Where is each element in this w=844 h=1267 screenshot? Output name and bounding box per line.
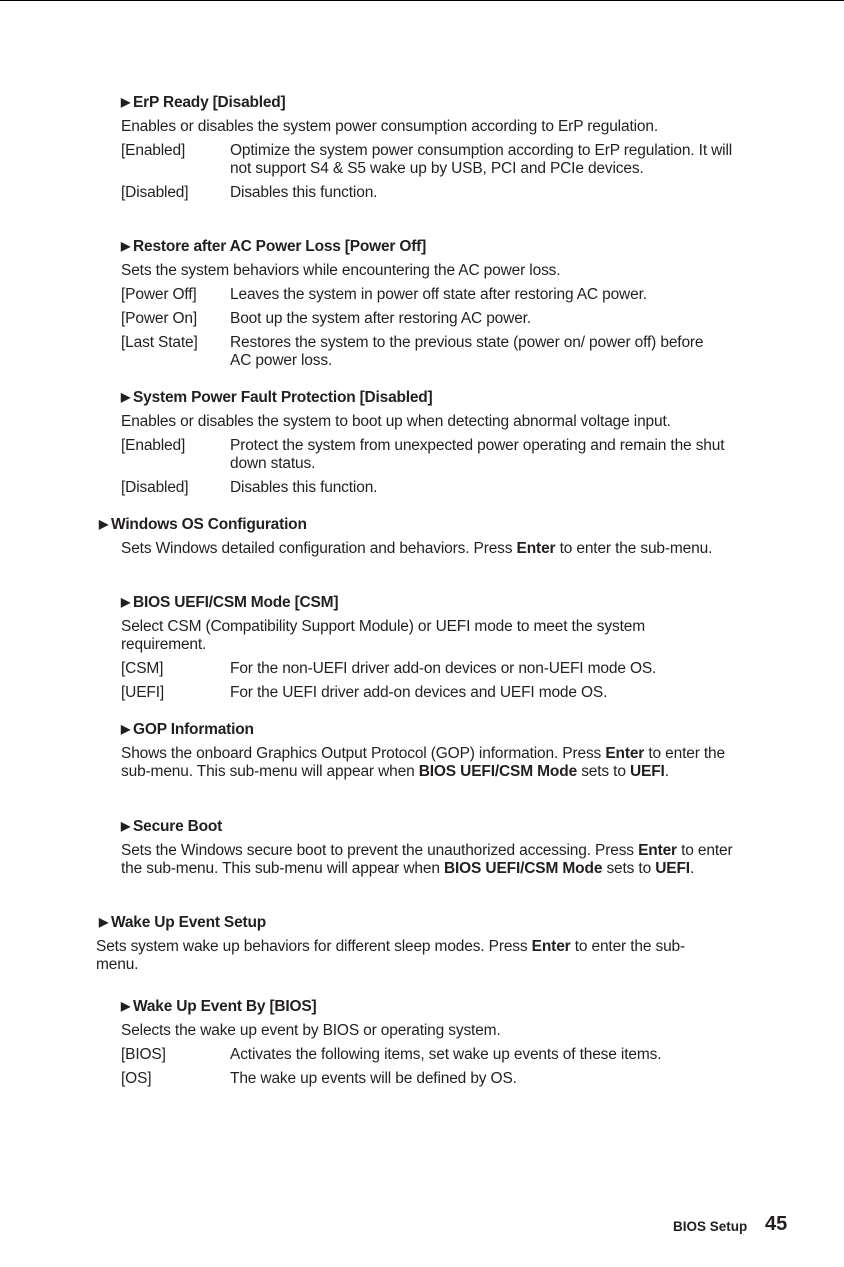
section-heading — [121, 238, 751, 256]
option-key: [Enabled] — [121, 437, 186, 454]
option-row — [121, 310, 751, 328]
text: Sets system wake up behaviors for different sleep modes. Press — [96, 938, 532, 955]
arrow-right-icon: ▶ — [121, 239, 131, 253]
arrow-right-icon: ▶ — [121, 999, 131, 1013]
option-key: [Disabled] — [121, 479, 189, 496]
option-row — [121, 437, 751, 473]
heading-text: Wake Up Event By [BIOS] — [133, 998, 317, 1015]
section-wake-up-event-setup — [96, 914, 751, 974]
option-row — [121, 660, 751, 678]
section-description: Sets the system behaviors while encountering the AC power loss. — [121, 262, 561, 279]
section-heading — [121, 94, 751, 112]
heading-text: Wake Up Event Setup — [111, 914, 266, 931]
section-secure-boot — [121, 818, 751, 878]
option-text: For the UEFI driver add-on devices and UEFI mode OS. — [230, 684, 608, 701]
option-text: Optimize the system power consumption according to ErP regulation. It will not support S4 & S5 wake up by USB, PCI and PCIe devices. — [230, 142, 733, 177]
text: sets to — [602, 860, 656, 877]
option-row — [121, 479, 751, 497]
section-windows-os-configuration — [99, 516, 751, 558]
section-restore-ac-power-loss — [121, 238, 751, 370]
option-text: Disables this function. — [230, 479, 378, 496]
option-key: [CSM] — [121, 660, 164, 677]
text: to enter the sub-menu. — [96, 938, 686, 973]
option-key: [Power On] — [121, 310, 198, 327]
key-enter: Enter — [531, 938, 571, 955]
heading-text: Secure Boot — [133, 818, 223, 835]
heading-text: BIOS UEFI/CSM Mode [CSM] — [133, 594, 339, 611]
section-description: Enables or disables the system to boot up when detecting abnormal voltage input. — [121, 413, 671, 430]
bold-term: UEFI — [655, 860, 690, 877]
section-heading — [121, 721, 751, 739]
heading-text: Windows OS Configuration — [111, 516, 307, 533]
heading-text: GOP Information — [133, 721, 254, 738]
option-key: [UEFI] — [121, 684, 165, 701]
section-erp-ready — [121, 94, 751, 202]
text: Shows the onboard Graphics Output Protocol (GOP) information. Press — [121, 745, 606, 762]
section-description — [121, 540, 741, 558]
section-heading — [99, 914, 751, 932]
option-text: Protect the system from unexpected power operating and remain the shut down status. — [230, 437, 725, 472]
section-description: Enables or disables the system power consumption according to ErP regulation. — [121, 118, 658, 135]
arrow-right-icon: ▶ — [121, 390, 131, 404]
option-row — [121, 334, 751, 370]
top-border-line — [0, 0, 844, 1]
option-key: [BIOS] — [121, 1046, 166, 1063]
option-text: The wake up events will be defined by OS. — [230, 1070, 517, 1087]
option-text: Activates the following items, set wake up events of these items. — [230, 1046, 662, 1063]
heading-text: ErP Ready [Disabled] — [133, 94, 286, 111]
option-row — [121, 142, 751, 178]
option-text: Disables this function. — [230, 184, 378, 201]
arrow-right-icon: ▶ — [99, 517, 109, 531]
option-key: [Power Off] — [121, 286, 197, 303]
text: . — [689, 860, 695, 877]
section-description: Selects the wake up event by BIOS or operating system. — [121, 1022, 501, 1039]
option-row — [121, 286, 751, 304]
option-text: For the non-UEFI driver add-on devices or non-UEFI mode OS. — [230, 660, 657, 677]
section-heading — [121, 389, 751, 407]
option-key: [Last State] — [121, 334, 198, 351]
text: sets to — [577, 763, 630, 780]
bold-term: UEFI — [629, 763, 665, 780]
section-power-fault-protection — [121, 389, 751, 497]
section-gop-information — [121, 721, 751, 781]
section-heading — [121, 818, 751, 836]
option-text: Restores the system to the previous state (power on/ power off) before AC power loss. — [230, 334, 704, 369]
text: to enter the sub-menu. This sub-menu will appear when — [121, 842, 733, 877]
section-wake-up-event-by — [121, 998, 751, 1088]
text: Sets Windows detailed configuration and behaviors. Press — [121, 540, 517, 557]
option-text: Leaves the system in power off state after restoring AC power. — [230, 286, 647, 303]
arrow-right-icon: ▶ — [121, 95, 131, 109]
arrow-right-icon: ▶ — [99, 915, 109, 929]
section-heading — [121, 998, 751, 1016]
option-key: [Disabled] — [121, 184, 189, 201]
heading-text: System Power Fault Protection [Disabled] — [133, 389, 433, 406]
option-row — [121, 1070, 751, 1088]
section-bios-uefi-csm-mode — [121, 594, 751, 702]
option-key: [Enabled] — [121, 142, 186, 159]
section-heading — [121, 594, 751, 612]
arrow-right-icon: ▶ — [121, 819, 131, 833]
section-description — [96, 938, 721, 974]
arrow-right-icon: ▶ — [121, 722, 131, 736]
option-row — [121, 1046, 751, 1064]
key-enter: Enter — [516, 540, 556, 557]
option-text: Boot up the system after restoring AC power. — [230, 310, 531, 327]
footer-section-label: BIOS Setup — [673, 1219, 748, 1234]
arrow-right-icon: ▶ — [121, 595, 131, 609]
text: to enter the sub-menu. This sub-menu will appear when — [121, 745, 725, 780]
section-heading — [99, 516, 751, 534]
text: . — [664, 763, 669, 780]
key-enter: Enter — [605, 745, 645, 762]
section-description — [121, 745, 736, 781]
page-number: 45 — [765, 1213, 788, 1235]
option-row — [121, 684, 751, 702]
key-enter: Enter — [638, 842, 677, 859]
option-key: [OS] — [121, 1070, 152, 1087]
section-description: Select CSM (Compatibility Support Module) or UEFI mode to meet the system requirement. — [121, 618, 645, 653]
text: Sets the Windows secure boot to prevent the unauthorized accessing. Press — [121, 842, 639, 859]
bold-term: BIOS UEFI/CSM Mode — [443, 860, 603, 877]
text: to enter the sub-menu. — [555, 540, 713, 557]
bold-term: BIOS UEFI/CSM Mode — [418, 763, 578, 780]
section-description — [121, 842, 741, 878]
option-row — [121, 184, 751, 202]
heading-text: Restore after AC Power Loss [Power Off] — [133, 238, 427, 255]
